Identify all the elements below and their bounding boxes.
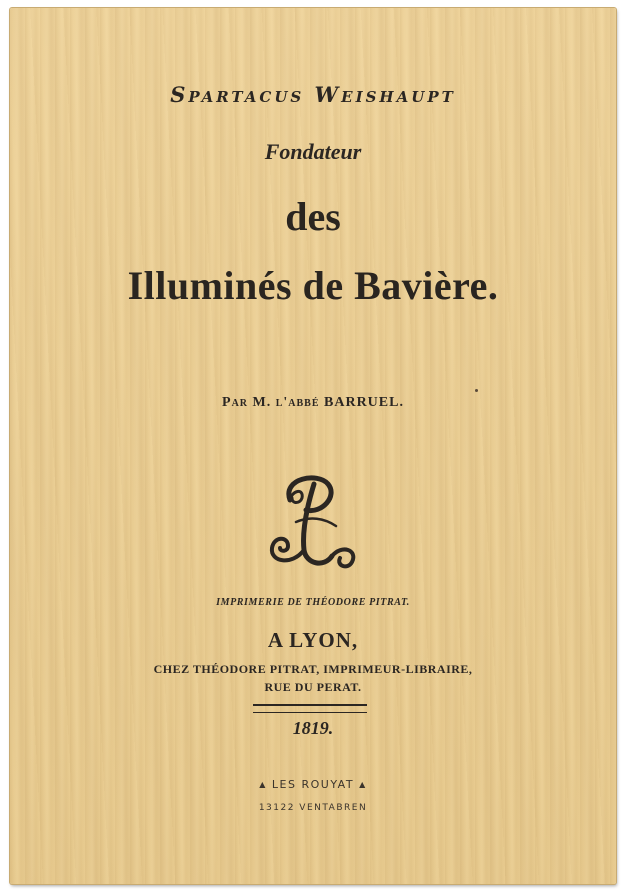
double-rule-divider <box>253 704 367 713</box>
title-line-2: Illuminés de Bavière. <box>127 263 499 308</box>
monogram-icon <box>262 470 362 572</box>
publisher-name: LES ROUYAT <box>271 778 355 791</box>
triangle-icon: ▲ <box>259 780 267 789</box>
publisher-address: 13122 VENTABREN <box>258 803 368 813</box>
address-line-2: RUE DU PERAT. <box>264 680 362 694</box>
title-line-1: des <box>285 194 341 239</box>
publication-year: 1819. <box>292 718 334 738</box>
book-cover <box>10 8 616 884</box>
author-name: Spartacus Weishaupt <box>170 82 456 107</box>
city: A LYON, <box>267 628 359 652</box>
triangle-icon: ▲ <box>359 780 367 789</box>
address-line-1: CHEZ THÉODORE PITRAT, IMPRIMEUR-LIBRAIRE, <box>153 662 473 676</box>
byline: Par M. l'abbé BARRUEL. <box>222 395 404 410</box>
ink-speck <box>475 389 478 392</box>
publisher-imprint <box>10 778 616 791</box>
author-role: Fondateur <box>264 139 362 164</box>
printer-imprint: IMPRIMERIE DE THÉODORE PITRAT. <box>216 597 410 608</box>
